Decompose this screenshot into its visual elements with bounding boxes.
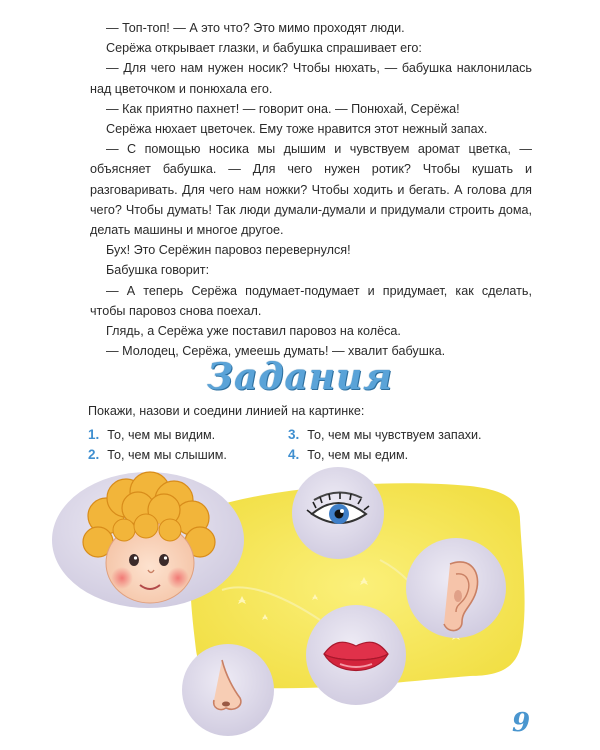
tasks-heading: Задания [207,356,393,398]
story-paragraph: Серёжа нюхает цветочек. Ему тоже нравится этот нежный запах. [106,122,488,137]
story-paragraph: — А теперь Серёжа подумает-подумает и придумает, как сделать, чтобы паровоз снова поехал. [90,283,532,318]
task-text: То, чем мы едим. [307,448,409,462]
story-paragraph: Серёжа открывает глазки, и бабушка спрашивает его: [106,41,422,56]
story-paragraph: — Молодец, Серёжа, умеешь думать! — хвалит бабушка. [106,344,446,359]
story-paragraph: — Для чего нам нужен носик? Чтобы нюхать, — бабушка наклонилась над цветочком и понюхала его. [90,61,532,96]
task-number: 2. [88,447,100,462]
lips-picture [306,605,406,705]
story-paragraph: Глядь, а Серёжа уже поставил паровоз на колёса. [106,324,401,339]
story-paragraph: — Топ-топ! — А это что? Это мимо проходят люди. [106,21,405,35]
task-text: То, чем мы чувствуем запахи. [307,428,482,442]
ear-picture [406,538,506,638]
task-number: 1. [88,427,100,442]
story-paragraph: — Как приятно пахнет! — говорит она. — Понюхай, Серёжа! [106,101,460,116]
story-paragraph: Бух! Это Серёжин паровоз перевернулся! [106,243,351,258]
story-paragraph: Бабушка говорит: [106,263,210,278]
task-number: 3. [288,427,300,442]
eye-picture [292,467,384,559]
tasks-instruction: Покажи, назови и соедини линией на картинке: [88,404,365,418]
page-number: 9 [512,708,531,738]
nose-picture [182,644,274,736]
task-text: То, чем мы слышим. [107,448,227,462]
story-paragraph: — С помощью носика мы дышим и чувствуем аромат цветка, — объясняет бабушка. — Для чего нужен ротик? Чтобы кушать и разговаривать. Для чего нам ножки? Чтобы ходить и бегать. А голова для чего? Чтобы думать! Так люди думали-думали и придумали строить дома, делать машины и многое другое. [90,142,532,238]
task-text: То, чем мы видим. [107,428,216,442]
boy-face-picture [52,472,244,608]
task-number: 4. [288,447,300,462]
